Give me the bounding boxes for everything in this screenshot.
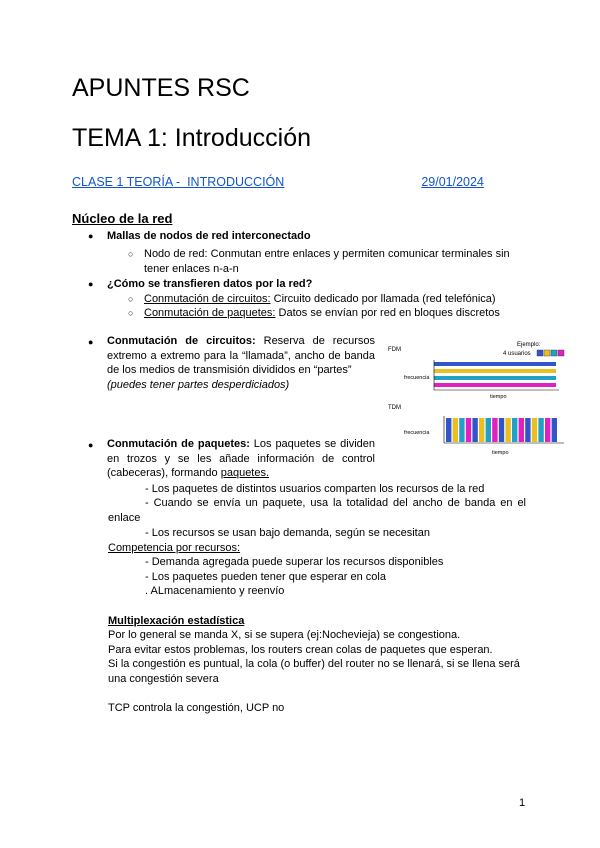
- competencia-item: - Demanda agregada puede superar los recursos disponibles: [145, 556, 444, 568]
- bullet1-sub-line1: Nodo de red: Conmutan entre enlaces y permiten comunicar terminales sin: [144, 248, 510, 260]
- page-number: 1: [519, 797, 526, 809]
- multiplex-line: Para evitar estos problemas, los routers crean colas de paquetes que esperan.: [108, 644, 493, 656]
- bullet3-paragraph: [107, 334, 375, 392]
- bullet2-label: ¿Cómo se transfieren datos por la red?: [107, 278, 313, 290]
- fdm-band-1: [434, 362, 556, 366]
- circuit-switching-text: Circuito dedicado por llamada (red telefónica): [270, 293, 496, 305]
- packet-detail-1: - Los paquetes de distintos usuarios comparten los recursos de la red: [145, 483, 485, 495]
- document-subtitle: TEMA 1: Introducción: [72, 124, 312, 152]
- tdm-slots: [446, 418, 557, 442]
- bullet3-text: Reserva de recursos extremo a extremo para la “llamada”, ancho de banda de los medios de transmisión divididos en “partes”: [107, 335, 375, 376]
- bullet1-sub-line2: tener enlaces n-a-n: [144, 263, 239, 275]
- circle-bullet-icon: ○: [128, 249, 134, 259]
- user3-swatch: [551, 350, 557, 356]
- fdm-label: FDM: [388, 347, 401, 353]
- user2-swatch: [544, 350, 550, 356]
- fdm-band-3: [434, 376, 556, 380]
- tdm-slot: [532, 418, 537, 442]
- fdm-band-2: [434, 369, 556, 373]
- tdm-slot: [499, 418, 504, 442]
- tdm-slot: [512, 418, 517, 442]
- class-date: 29/01/2024: [421, 175, 484, 189]
- fdm-frecuencia-label: frecuencia: [404, 375, 430, 381]
- tdm-frecuencia-label: frecuencia: [404, 430, 430, 436]
- bullet-icon: ●: [88, 279, 94, 289]
- tdm-slot: [505, 418, 510, 442]
- packet-detail-2b: enlace: [108, 512, 141, 524]
- tdm-slot: [459, 418, 464, 442]
- tdm-slot: [486, 418, 491, 442]
- tdm-slot: [545, 418, 550, 442]
- class-header-link[interactable]: [72, 175, 484, 189]
- bullet4-term2: paquetes.: [220, 467, 270, 479]
- bullet2-sub1: [144, 292, 496, 306]
- tdm-slot: [479, 418, 484, 442]
- tdm-slot: [538, 418, 543, 442]
- section-heading: Núcleo de la red: [72, 211, 173, 226]
- tdm-slot: [519, 418, 524, 442]
- competencia-item: . ALmacenamiento y reenvío: [145, 585, 285, 597]
- tdm-slot: [525, 418, 530, 442]
- tcp-line: TCP controla la congestión, UCP no: [108, 702, 285, 714]
- bullet3-term: Conmutación de circuitos:: [107, 335, 256, 347]
- usuarios-label: 4 usuarios: [503, 351, 531, 357]
- bullet-icon: ●: [88, 440, 94, 450]
- multiplex-line: Si la congestión es puntual, la cola (o buffer) del router no se llenará, si se llena será: [108, 658, 520, 670]
- tdm-slot: [453, 418, 458, 442]
- tdm-slot: [492, 418, 497, 442]
- bullet-icon: ●: [88, 337, 94, 347]
- tdm-slot: [466, 418, 471, 442]
- fdm-tiempo-label: tiempo: [490, 394, 507, 400]
- circuit-switching-term: Conmutación de circuitos:: [144, 293, 271, 305]
- competencia-item: - Los paquetes pueden tener que esperar en cola: [145, 571, 386, 583]
- user1-swatch: [537, 350, 543, 356]
- bullet1-label: Mallas de nodos de red interconectado: [107, 230, 311, 242]
- tdm-label: TDM: [388, 405, 401, 411]
- circle-bullet-icon: ○: [128, 308, 134, 318]
- class-label: CLASE 1 TEORÍA - INTRODUCCIÓN: [72, 175, 285, 189]
- bullet4-paragraph: [107, 437, 375, 481]
- tdm-slot: [472, 418, 477, 442]
- bullet4-text: Los paquetes se dividen en trozos y se les añade información de control (cabeceras), formando: [107, 438, 375, 479]
- packet-switching-text: Datos se envían por red en bloques discretos: [275, 307, 500, 319]
- bullet-icon: ●: [88, 231, 94, 241]
- tdm-slot: [552, 418, 557, 442]
- ejemplo-label: Ejemplo:: [517, 342, 541, 348]
- fdm-tdm-figure: [384, 336, 574, 464]
- competencia-label: Competencia por recursos:: [108, 542, 241, 554]
- packet-detail-3: - Los recursos se usan bajo demanda, según se necesitan: [145, 527, 430, 539]
- multiplex-heading: Multiplexación estadística: [108, 615, 245, 627]
- packet-switching-term: Conmutación de paquetes:: [144, 307, 276, 319]
- bullet2-sub2: [144, 306, 500, 320]
- tdm-slot: [446, 418, 451, 442]
- user4-swatch: [558, 350, 564, 356]
- multiplex-line: una congestión severa: [108, 673, 219, 685]
- bullet4-term: Conmutación de paquetes:: [107, 438, 250, 450]
- fdm-band-4: [434, 383, 556, 387]
- circle-bullet-icon: ○: [128, 294, 134, 304]
- tdm-tiempo-label: tiempo: [492, 450, 509, 456]
- packet-detail-2a: - Cuando se envía un paquete, usa la totalidad del ancho de banda en el: [145, 497, 526, 509]
- multiplex-line: Por lo general se manda X, si se supera (ej:Nochevieja) se congestiona.: [108, 629, 461, 641]
- document-title: APUNTES RSC: [72, 74, 250, 102]
- bullet3-note: (puedes tener partes desperdiciados): [107, 378, 290, 391]
